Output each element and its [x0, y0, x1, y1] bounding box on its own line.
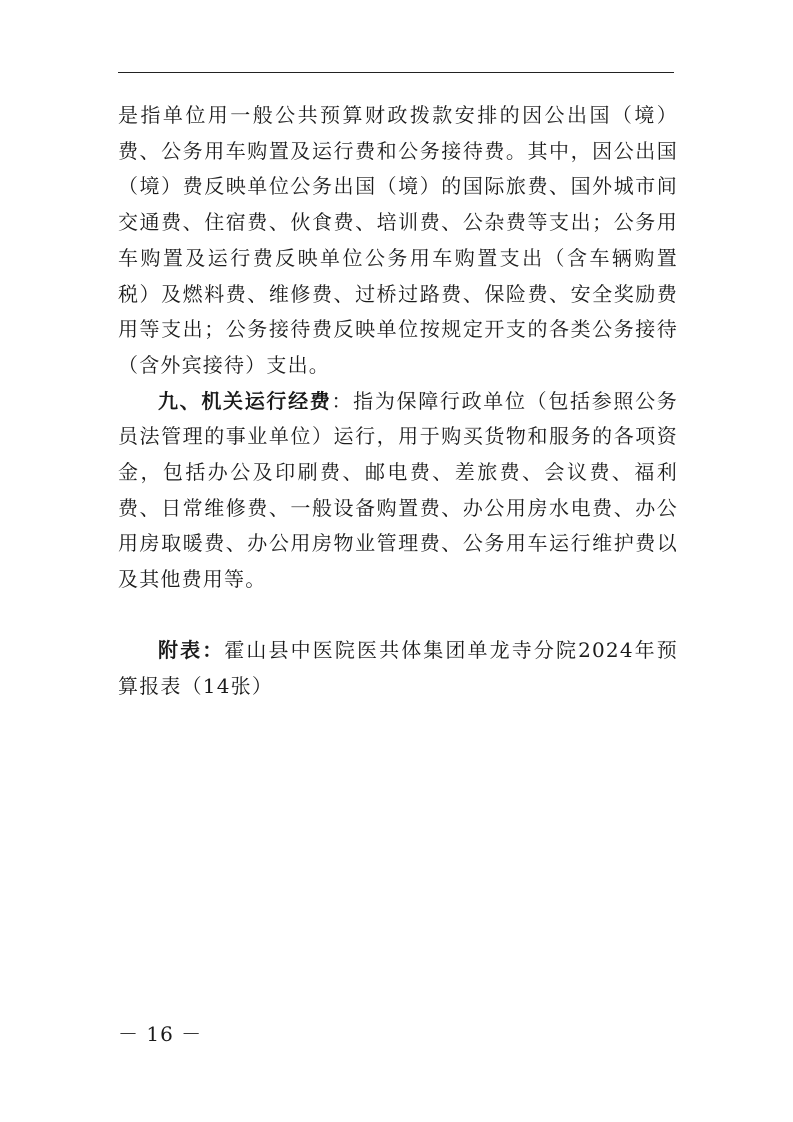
paragraph-operating-expenses	[118, 384, 678, 598]
attachment-text: 霍山县中医院医共体集团单龙寺分院2024年预算报表（14张）	[118, 637, 678, 698]
attachment-label: 附表：	[158, 637, 225, 662]
page-number: － 16 －	[118, 1022, 203, 1046]
document-body	[118, 98, 678, 704]
section-body-operating-expenses: ：指为保障行政单位（包括参照公务员法管理的事业单位）运行，用于购买货物和服务的各项资金，包括办公及印刷费、邮电费、差旅费、会议费、福利费、日常维修费、一般设备购置费、办公用房水电费、办公用房取暖费、办公用房物业管理费、公务用车运行维护费以及其他费用等。	[118, 388, 678, 592]
header-rule	[118, 72, 674, 73]
paragraph-expense-definition: 是指单位用一般公共预算财政拨款安排的因公出国（境）费、公务用车购置及运行费和公务接待费。其中，因公出国（境）费反映单位公务出国（境）的国际旅费、国外城市间交通费、住宿费、伙食费、培训费、公杂费等支出；公务用车购置及运行费反映单位公务用车购置支出（含车辆购置税）及燃料费、维修费、过桥过路费、保险费、安全奖励费用等支出；公务接待费反映单位按规定开支的各类公务接待（含外宾接待）支出。	[118, 103, 678, 377]
attachment-note	[118, 633, 678, 704]
section-heading-operating-expenses: 九、机关运行经费	[158, 388, 332, 413]
